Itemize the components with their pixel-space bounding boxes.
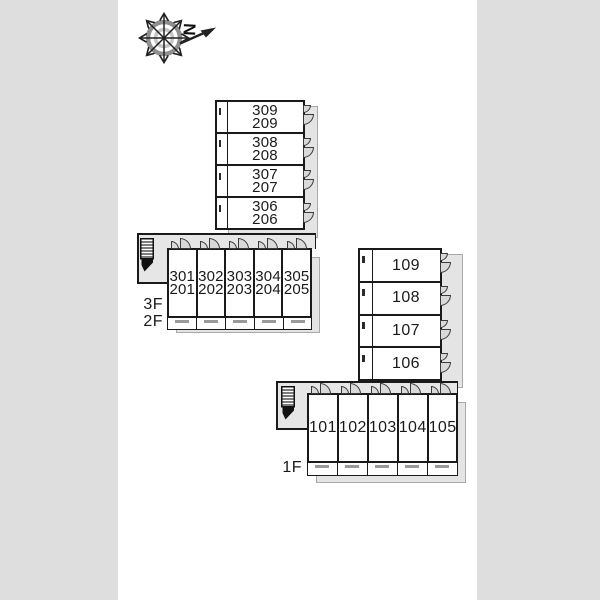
room-number: 104 [398,419,427,437]
floor-label-2f: 2F [143,313,163,330]
staircase-icon [281,386,296,422]
balcony-divider [196,318,197,330]
room-cell [309,395,339,461]
room-cell [198,250,227,316]
window-dash [291,320,305,323]
balcony-divider [367,463,368,476]
building-block-upper-main [167,248,312,318]
floor-label-1f: 1F [282,459,302,476]
room-number: 303 203 [226,267,253,298]
room-number: 308 208 [252,133,278,164]
room-number: 301 201 [169,267,196,298]
room-cell [217,198,303,228]
room-cell [226,250,255,316]
balcony-divider [254,318,255,330]
room-cell [369,395,399,461]
building-block-upper-north [215,100,305,230]
room-number: 105 [428,419,457,437]
balcony-divider [397,463,398,476]
window-tick [219,205,222,212]
window-dash [435,465,449,468]
room-number: 305 205 [283,267,310,298]
room-cell [283,250,310,316]
window-tick [219,173,222,180]
window-dash [375,465,389,468]
balcony-divider [225,318,226,330]
room-number: 307 207 [252,165,278,196]
room-number: 309 209 [252,101,278,132]
window-tick [362,322,365,329]
building-block-lower-north [358,248,442,381]
compass-rose-icon [134,10,226,68]
window-tick [362,355,365,362]
room-number: 103 [368,419,397,437]
window-dash [262,320,276,323]
window-tick [219,108,222,115]
window-dash [345,465,359,468]
room-cell [169,250,198,316]
room-cell [217,134,303,166]
room-cell [399,395,429,461]
room-number: 109 [392,256,420,274]
room-number: 102 [338,419,367,437]
room-number: 304 204 [255,267,281,298]
window-tick [219,140,222,147]
north-label: N [179,22,199,37]
room-number: 101 [309,419,337,437]
window-dash [405,465,419,468]
floor-label-3f: 3F [143,296,163,313]
window-dash [175,320,189,323]
balcony-divider [427,463,428,476]
window-dash [204,320,218,323]
room-cell [255,250,284,316]
window-tick [362,256,365,263]
balcony-divider [283,318,284,330]
room-number: 108 [392,289,420,307]
staircase-icon [140,238,155,274]
balcony-divider [337,463,338,476]
room-number: 106 [392,354,420,372]
room-cell [217,102,303,134]
room-cell [429,395,457,461]
room-number: 107 [392,322,420,340]
room-number: 306 206 [252,197,278,228]
window-dash [233,320,247,323]
building-block-lower-main [307,393,458,463]
room-cell [339,395,369,461]
window-tick [362,289,365,296]
room-cell [217,166,303,198]
window-dash [315,465,329,468]
room-number: 302 202 [198,267,224,298]
